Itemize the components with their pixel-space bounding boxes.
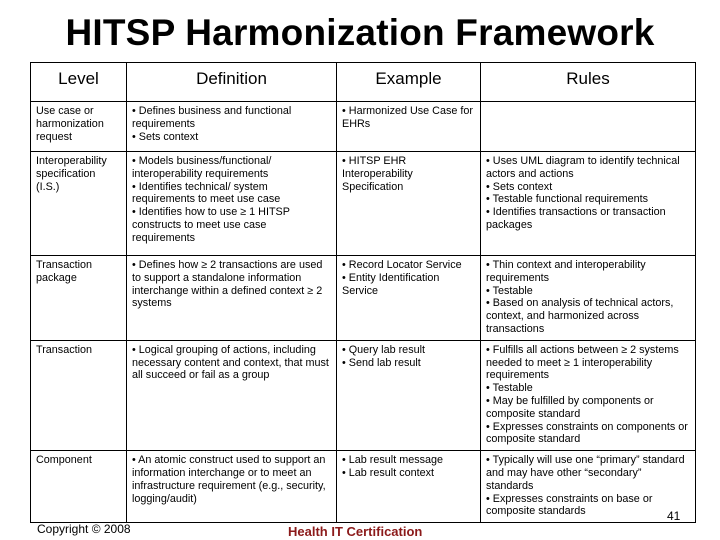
- level-text: Transaction: [36, 343, 93, 356]
- header-rules: Rules: [481, 63, 696, 102]
- page-number: 41: [667, 509, 681, 523]
- header-level: Level: [31, 63, 127, 102]
- table-row: [31, 451, 696, 523]
- level-text: Interoperability specification (I.S.): [36, 155, 107, 193]
- cell-example: [337, 102, 481, 152]
- example-text: • Query lab result: [342, 343, 425, 356]
- rules-text: • Expresses constraints on base or composite standards: [486, 492, 653, 518]
- rules-text: • May be fulfilled by components or composite standard: [486, 394, 654, 420]
- cell-example: [337, 451, 481, 523]
- cell-level: [31, 152, 127, 256]
- cell-level: [31, 102, 127, 152]
- cell-definition: [127, 451, 337, 523]
- cell-definition: [127, 340, 337, 450]
- rules-text: • Expresses constraints on components or composite standard: [486, 420, 688, 446]
- example-text: • Harmonized Use Case for EHRs: [342, 105, 473, 130]
- definition-text: • Identifies technical/ system requirements to meet use case: [132, 180, 281, 206]
- rules-text: • Testable functional requirements: [486, 193, 649, 206]
- definition-text: • Logical grouping of actions, including necessary content and context, that must all succeed or fail as a group: [132, 343, 329, 382]
- example-text: • Record Locator Service: [342, 259, 462, 271]
- rules-text: • Sets context: [486, 180, 553, 193]
- definition-text: • Defines how ≥ 2 transactions are used to support a standalone information interchange within a defined context ≥ 2 systems: [132, 259, 323, 310]
- level-text: Transaction package: [36, 259, 93, 284]
- footer-title: Health IT Certification: [288, 524, 423, 539]
- level-text: Use case or harmonization request: [36, 105, 104, 143]
- cell-level: [31, 340, 127, 450]
- rules-text: • Thin context and interoperability requirements: [486, 259, 646, 284]
- example-text: • Lab result message: [342, 454, 444, 467]
- cell-rules: [481, 256, 696, 341]
- header-example: Example: [337, 63, 481, 102]
- cell-definition: [127, 102, 337, 152]
- rules-text: • Identifies transactions or transaction packages: [486, 206, 666, 231]
- definition-text: • An atomic construct used to support an information interchange or to meet an infrastructure requirement (e.g., security, logging/audit): [132, 454, 326, 505]
- definition-text: • Models business/functional/ interoperability requirements: [132, 155, 272, 180]
- table-row: [31, 102, 696, 152]
- cell-rules: [481, 451, 696, 523]
- definition-text: • Sets context: [132, 130, 199, 143]
- rules-text: • Testable: [486, 284, 533, 297]
- rules-text: • Typically will use one “primary” standard and may have other “secondary” standards: [486, 454, 685, 492]
- cell-rules: [481, 102, 696, 152]
- rules-text: • Fulfills all actions between ≥ 2 systems needed to meet ≥ 1 interoperability requirements: [486, 343, 679, 382]
- cell-example: [337, 256, 481, 341]
- cell-definition: [127, 256, 337, 341]
- slide-title: HITSP Harmonization Framework: [65, 12, 655, 53]
- framework-table: [30, 62, 696, 523]
- definition-text: • Defines business and functional requirements: [132, 105, 292, 130]
- definition-text: • Identifies how to use ≥ 1 HITSP constructs to meet use case requirements: [132, 206, 290, 244]
- rules-text: • Testable: [486, 382, 533, 395]
- example-text: • HITSP EHR Interoperability Specification: [342, 155, 413, 193]
- cell-rules: [481, 152, 696, 256]
- header-definition: Definition: [127, 63, 337, 102]
- example-text: • Send lab result: [342, 356, 421, 369]
- copyright-text: Copyright © 2008: [37, 522, 131, 536]
- cell-level: [31, 256, 127, 341]
- table-body: [31, 102, 696, 523]
- table-row: [31, 340, 696, 450]
- cell-level: [31, 451, 127, 523]
- rules-text: • Uses UML diagram to identify technical actors and actions: [486, 155, 680, 180]
- example-text: • Lab result context: [342, 466, 435, 479]
- table-row: [31, 152, 696, 256]
- table-header-row: [31, 63, 696, 102]
- table-row: [31, 256, 696, 341]
- cell-example: [337, 152, 481, 256]
- cell-rules: [481, 340, 696, 450]
- level-text: Component: [36, 454, 92, 467]
- example-text: • Entity Identification Service: [342, 271, 440, 297]
- cell-definition: [127, 152, 337, 256]
- cell-example: [337, 340, 481, 450]
- rules-text: • Based on analysis of technical actors, context, and harmonized across transactions: [486, 297, 674, 335]
